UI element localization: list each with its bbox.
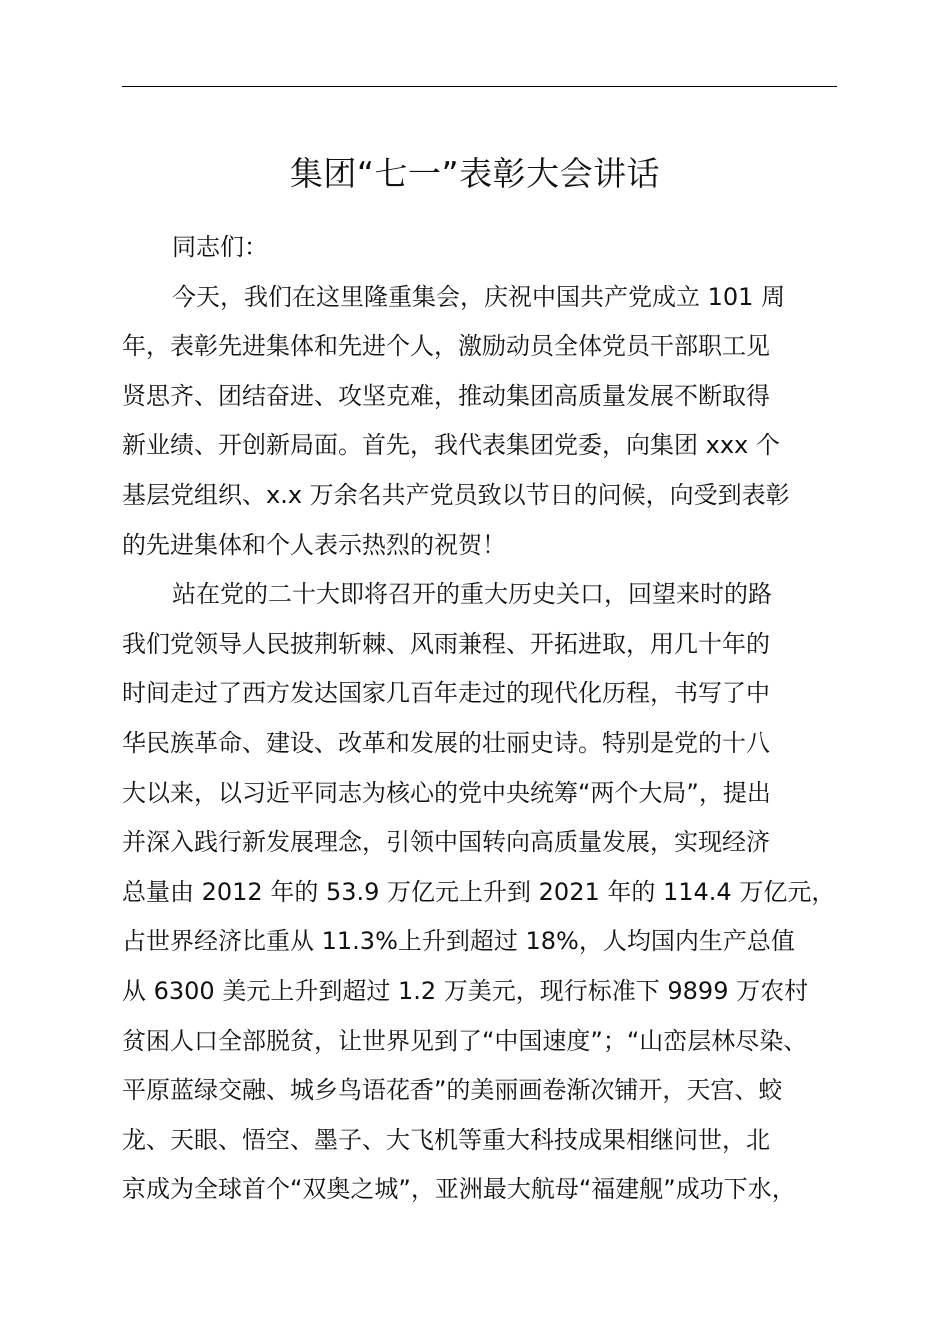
text-line: 龙、天眼、悟空、墨子、大飞机等重大科技成果相继问世，北 [122,1125,770,1154]
text-line: 的先进集体和个人表示热烈的祝贺！ [122,530,506,559]
text-line: 新业绩、开创新局面。首先，我代表集团党委，向集团 xxx 个 [122,431,780,460]
text-line: 今天，我们在这里隆重集会，庆祝中国共产党成立 101 周 [172,282,786,311]
text-line: 华民族革命、建设、改革和发展的壮丽史诗。特别是党的十八 [122,728,770,757]
text-line: 占世界经济比重从 11.3%上升到超过 18%，人均国内生产总值 [122,927,795,956]
text-line: 京成为全球首个“双奥之城”，亚洲最大航母“福建舰”成功下水， [122,1175,796,1204]
text-line: 同志们： [172,233,268,261]
text-line: 贤思齐、团结奋进、攻坚克难，推动集团高质量发展不断取得 [122,381,770,410]
header-rule [122,86,837,87]
text-line: 总量由 2012 年的 53.9 万亿元上升到 2021 年的 114.4 万亿元， [122,877,836,906]
text-line: 大以来，以习近平同志为核心的党中央统筹“两个大局”，提出 [122,778,771,807]
text-line: 我们党领导人民披荆斩棘、风雨兼程、开拓进取，用几十年的 [122,629,770,658]
text-line: 从 6300 美元上升到超过 1.2 万美元，现行标准下 9899 万农村 [122,976,809,1005]
text-line: 年，表彰先进集体和先进个人，激励动员全体党员干部职工见 [122,332,770,361]
text-line: 平原蓝绿交融、城乡鸟语花香”的美丽画卷渐次铺开，天宫、蛟 [122,1076,783,1105]
text-line: 贫困人口全部脱贫，让世界见到了“中国速度”；“山峦层林尽染、 [122,1026,808,1055]
text-line: 站在党的二十大即将召开的重大历史关口，回望来时的路 [172,580,772,609]
document-body [122,223,842,1215]
text-line: 并深入践行新发展理念，引领中国转向高质量发展，实现经济 [122,828,770,857]
text-line: 时间走过了西方发达国家几百年走过的现代化历程，书写了中 [122,679,770,708]
document-title: 集团“七一”表彰大会讲话 [289,154,661,193]
text-line: 基层党组织、x.x 万余名共产党员致以节日的问候，向受到表彰 [122,480,790,509]
